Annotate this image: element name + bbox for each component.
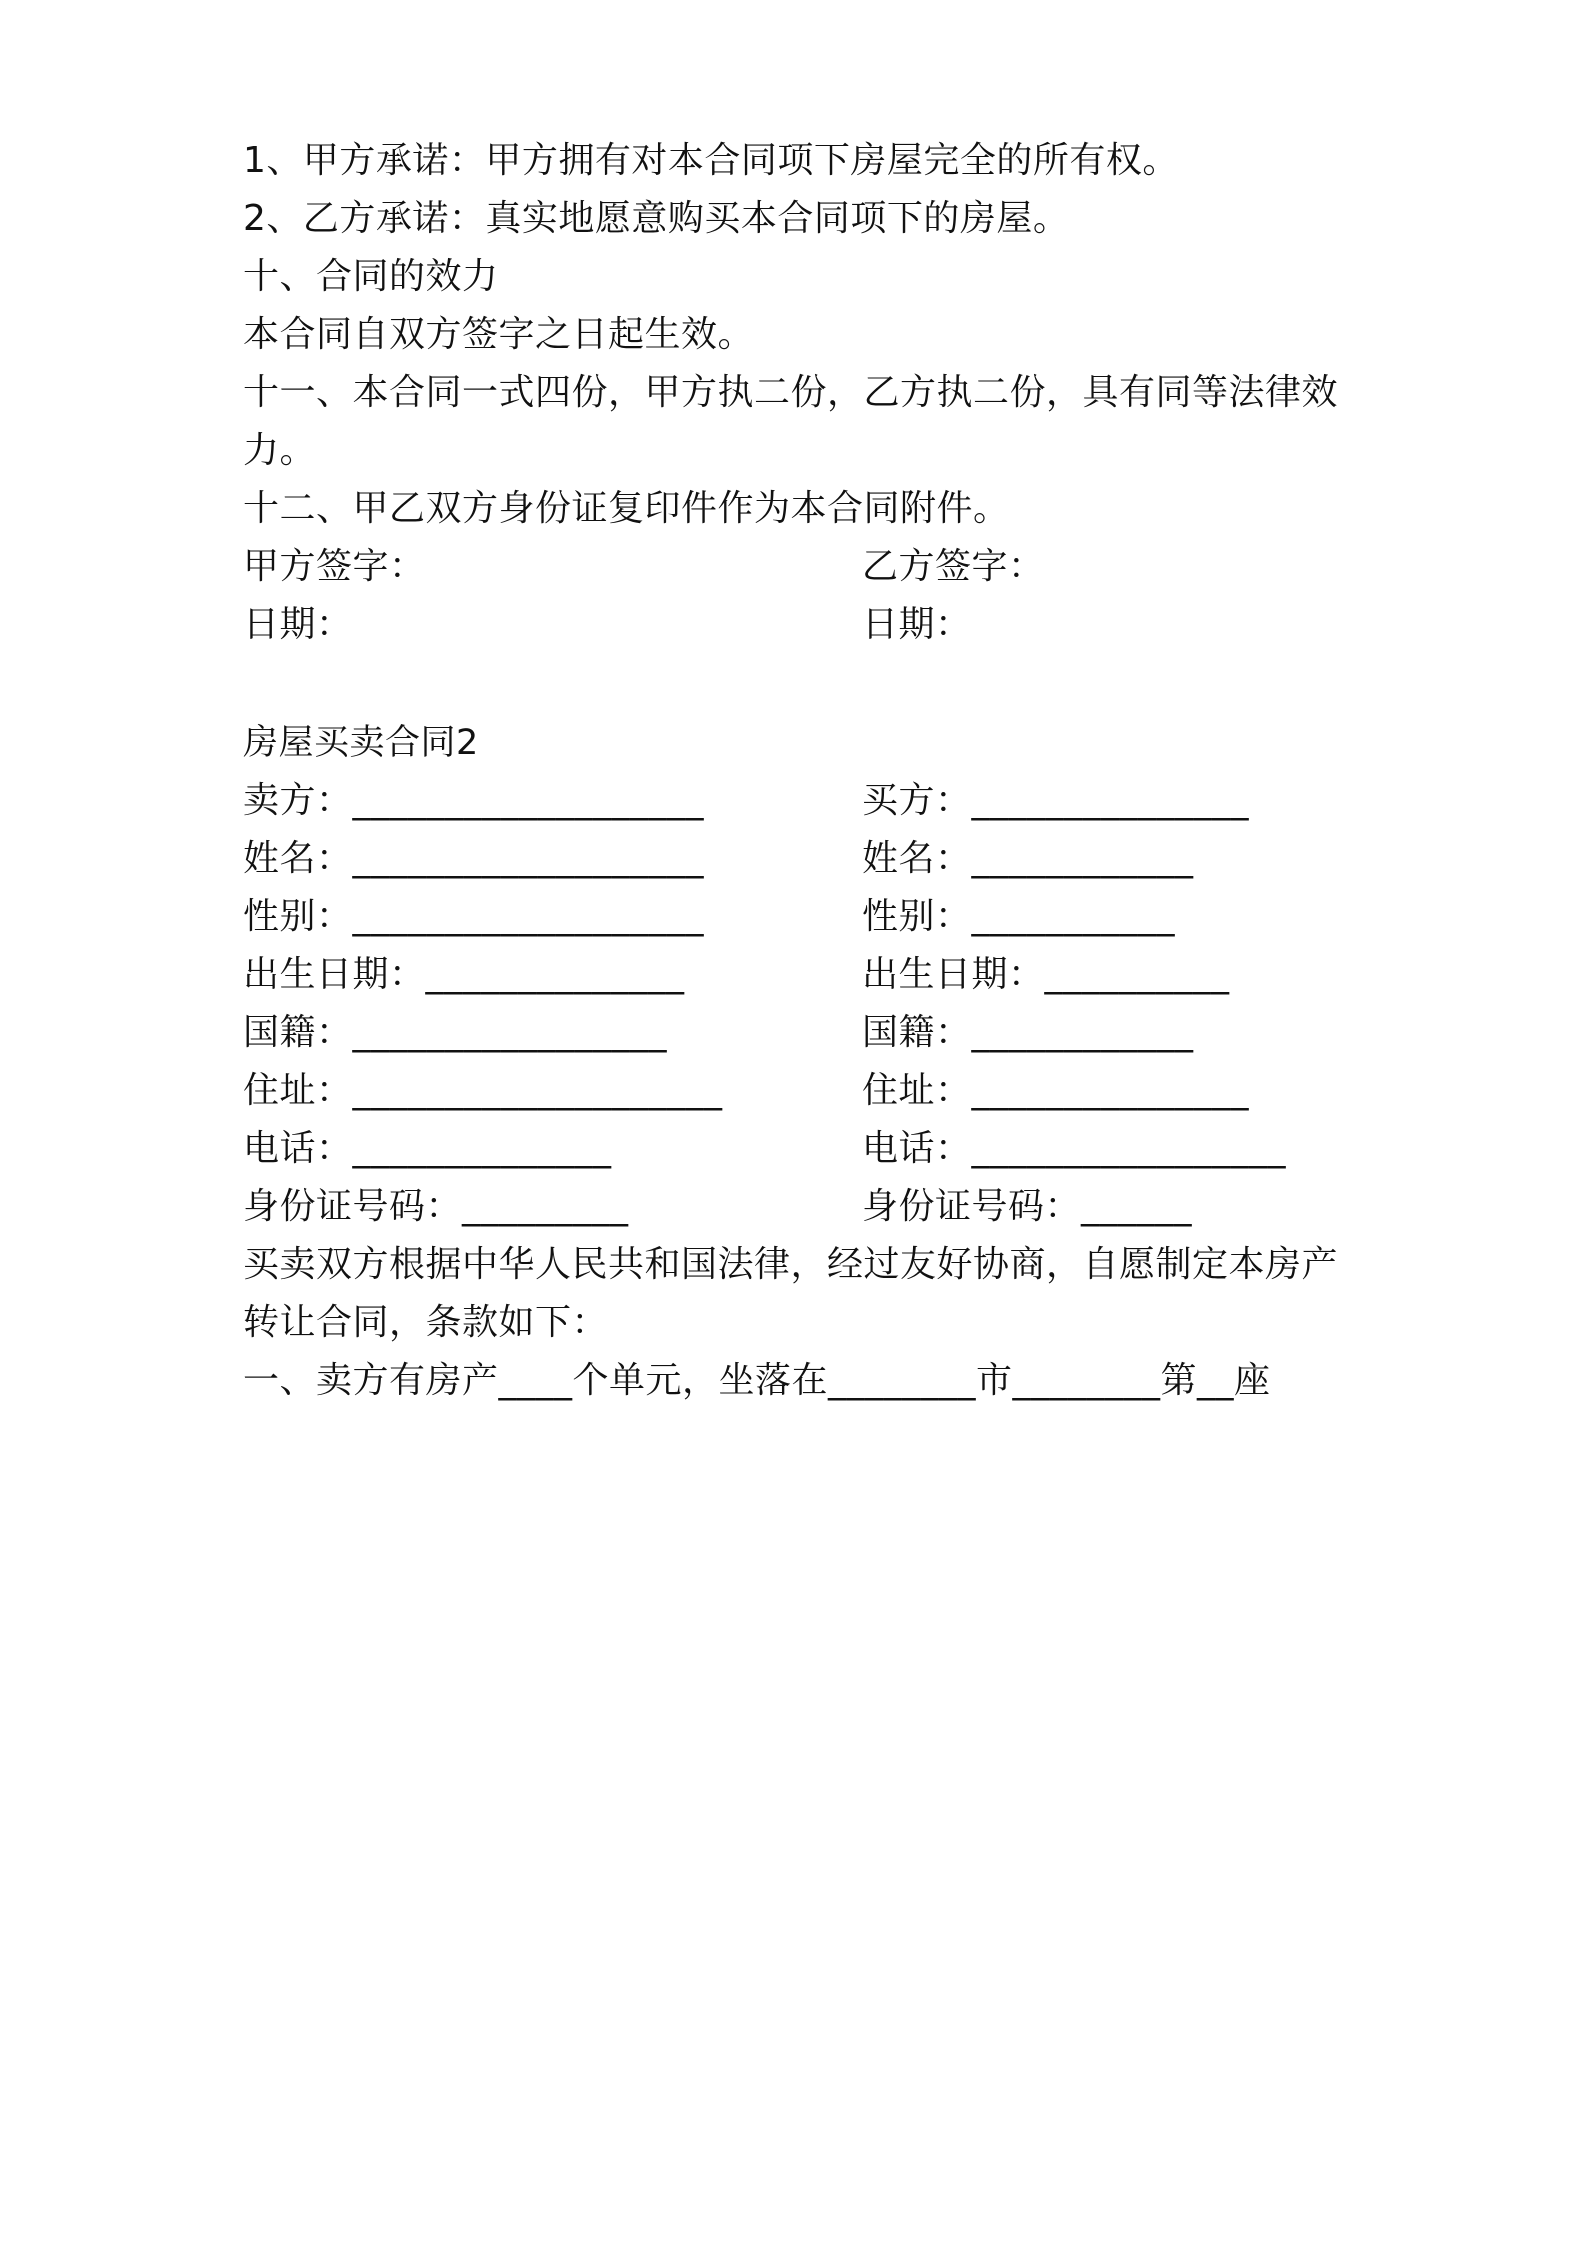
- buyer-phone-field: 电话：_________________: [862, 1128, 1287, 1169]
- seller-id-number-field: 身份证号码：_________: [243, 1186, 629, 1227]
- paragraph-id-attachment: 十二、甲乙双方身份证复印件作为本合同附件。: [243, 488, 1010, 529]
- seller-phone-field: 电话：______________: [243, 1128, 612, 1169]
- section-heading-validity: 十、合同的效力: [243, 256, 499, 297]
- paragraph-party-a-promise: 1、甲方承诺：甲方拥有对本合同项下房屋完全的所有权。: [243, 140, 1179, 181]
- paragraph-copies-line2: 力。: [243, 430, 317, 471]
- seller-gender-field: 性别：___________________: [243, 896, 705, 937]
- party-b-date-label: 日期：: [862, 604, 972, 645]
- party-a-date-label: 日期：: [243, 604, 353, 645]
- buyer-birthdate-field: 出生日期：__________: [862, 954, 1230, 995]
- seller-field: 卖方：___________________: [243, 780, 705, 821]
- contract2-clause-1: 一、卖方有房产____个单元，坐落在________市________第__座: [243, 1360, 1271, 1401]
- contract2-intro-line1: 买卖双方根据中华人民共和国法律，经过友好协商，自愿制定本房产: [243, 1244, 1339, 1285]
- buyer-id-number-field: 身份证号码：______: [862, 1186, 1193, 1227]
- seller-address-field: 住址：____________________: [243, 1070, 723, 1111]
- buyer-nationality-field: 国籍：____________: [862, 1012, 1194, 1053]
- seller-name-field: 姓名：___________________: [243, 838, 705, 879]
- buyer-gender-field: 性别：___________: [862, 896, 1176, 937]
- buyer-field: 买方：_______________: [862, 780, 1250, 821]
- party-b-signature-label: 乙方签字：: [862, 546, 1045, 587]
- paragraph-copies-line1: 十一、本合同一式四份，甲方执二份，乙方执二份，具有同等法律效: [243, 372, 1339, 413]
- contract2-title: 房屋买卖合同2: [243, 723, 479, 763]
- party-a-signature-label: 甲方签字：: [243, 546, 426, 587]
- paragraph-effective-date: 本合同自双方签字之日起生效。: [243, 314, 755, 355]
- seller-birthdate-field: 出生日期：______________: [243, 954, 685, 995]
- contract2-intro-line2: 转让合同，条款如下：: [243, 1302, 609, 1343]
- paragraph-party-b-promise: 2、乙方承诺：真实地愿意购买本合同项下的房屋。: [243, 198, 1070, 239]
- buyer-name-field: 姓名：____________: [862, 838, 1194, 879]
- seller-nationality-field: 国籍：_________________: [243, 1012, 668, 1053]
- buyer-address-field: 住址：_______________: [862, 1070, 1250, 1111]
